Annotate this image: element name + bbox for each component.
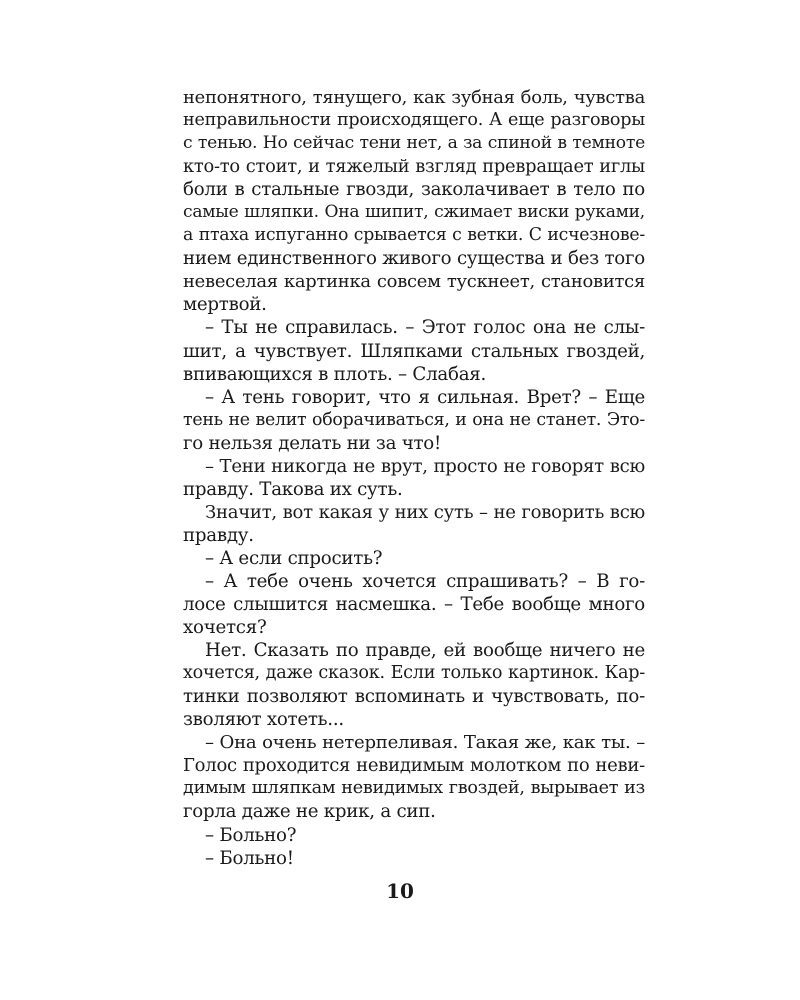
text-line: кто-то стоит, и тяжелый взгляд превращает иглы (183, 156, 645, 178)
body-text (183, 86, 645, 870)
text-line: димым шляпкам невидимых гвоздей, вырывает из (183, 778, 645, 799)
text-line: с тенью. Но сейчас тени нет, а за спиной в темноте (183, 133, 645, 154)
text-line: невеселая картинка совсем тускнеет, становится (183, 271, 645, 293)
text-line: правду. Такова их суть. (183, 478, 403, 500)
text-line: тинки позволяют вспоминать и чувствовать, по- (183, 686, 645, 708)
text-line: – Больно! (205, 847, 294, 869)
text-line: – А тень говорит, что я сильная. Врет? – Еще (205, 386, 645, 408)
text-line: – Ты не справилась. – Этот голос она не слы- (205, 317, 645, 339)
text-line: – Она очень нетерпеливая. Такая же, как ты. – (205, 732, 645, 754)
text-line: – А если спросить? (205, 547, 383, 569)
text-line: неправильности происходящего. А еще разговоры (183, 110, 645, 131)
text-line: горла даже не крик, а сип. (183, 801, 436, 823)
text-line: мертвой. (183, 294, 267, 316)
text-line: непонятного, тянущего, как зубная боль, чувства (183, 87, 645, 108)
text-line: боли в стальные гвозди, заколачивает в тело по (183, 179, 645, 201)
text-line: Значит, вот какая у них суть – не говорить всю (205, 501, 645, 523)
page-number: 10 (386, 879, 414, 903)
text-line: шит, а чувствует. Шляпками стальных гвоздей, (183, 340, 645, 362)
text-line: Нет. Сказать по правде, ей вообще ничего не (205, 640, 645, 662)
text-line: хочется, даже сказок. Если только картинок. Кар- (183, 663, 645, 684)
text-line: – А тебе очень хочется спрашивать? – В го- (205, 570, 645, 592)
text-line: самые шляпки. Она шипит, сжимает виски руками, (183, 202, 645, 223)
text-line: – Больно? (205, 824, 297, 846)
text-line: впивающихся в плоть. – Слабая. (183, 363, 487, 385)
text-line: зволяют хотеть... (183, 709, 344, 731)
text-line: – Тени никогда не врут, просто не говорят всю (205, 455, 645, 477)
text-line: правду. (183, 524, 254, 546)
text-line: хочется? (183, 617, 267, 639)
text-line: лосе слышится насмешка. – Тебе вообще много (183, 594, 645, 616)
text-line: а птаха испуганно срывается с ветки. С исчезнове- (183, 225, 645, 246)
text-line: нием единственного живого существа и без того (183, 248, 645, 270)
text-line: тень не велит оборачиваться, и она не станет. Это- (183, 409, 645, 430)
text-line: го нельзя делать ни за что! (183, 432, 442, 454)
text-line: Голос проходится невидимым молотком по неви- (183, 755, 645, 777)
